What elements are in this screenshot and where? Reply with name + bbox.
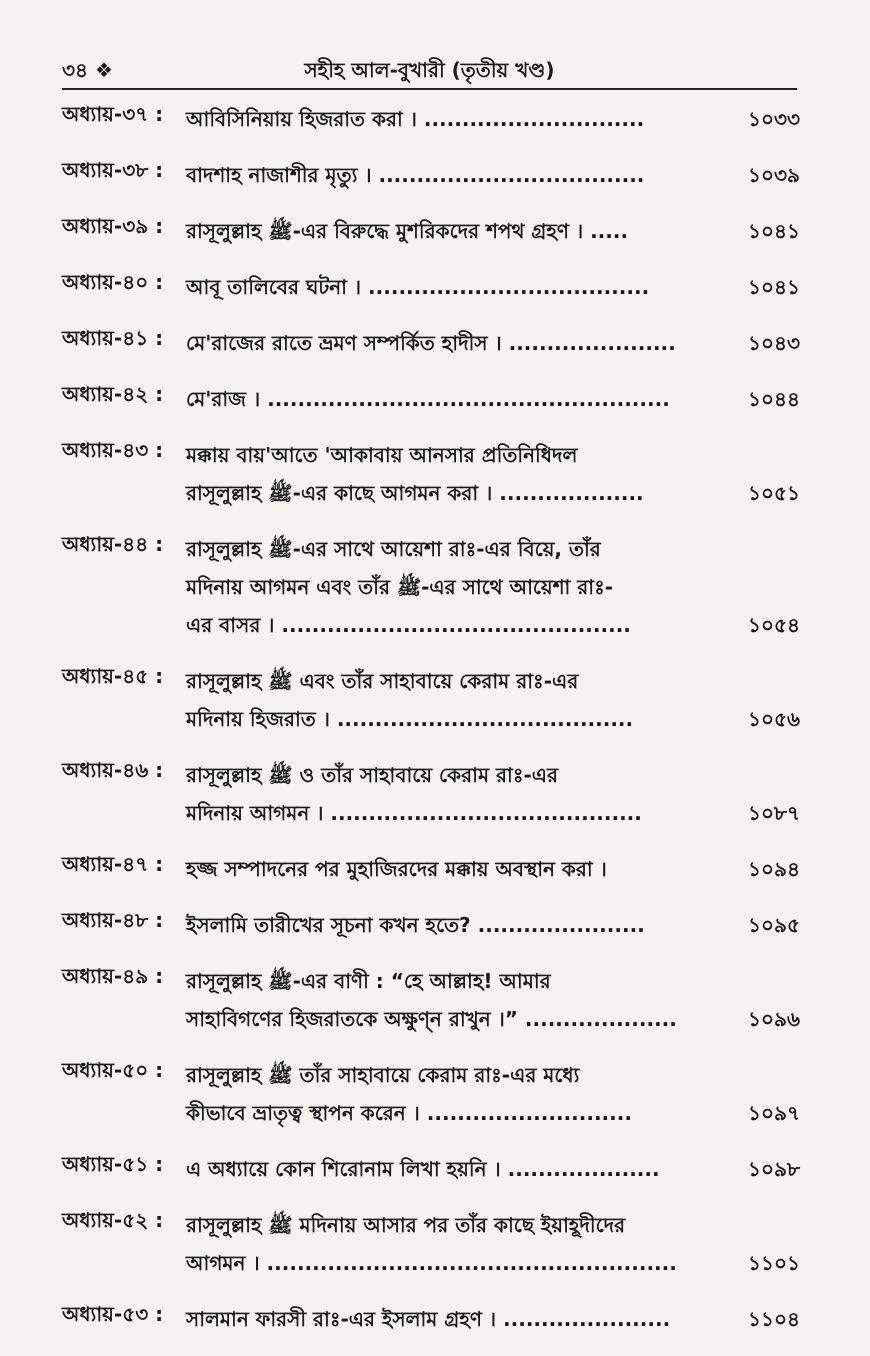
toc-entry [62,530,800,644]
chapter-label: অধ্যায়-৪৪ : [62,532,164,556]
chapter-page-number: ১০৫৬ [748,707,800,731]
chapter-title-line: সালমান ফারসী রাঃ-এর ইসলাম গ্রহণ । ...................... [186,1307,671,1331]
chapter-label: অধ্যায়-৫১ : [62,1152,164,1176]
chapter-page-number: ১০৯৫ [748,913,800,937]
chapter-title [186,436,688,512]
chapter-title-line: মক্কায় বায়'আতে 'আকাবায় আনসার প্রতিনিধিদল [186,443,578,467]
toc-entry [62,100,800,138]
chapter-label: অধ্যায়-৪২ : [62,382,164,406]
chapter-page-number: ১০৯৮ [748,1157,800,1181]
chapter-title [186,1056,688,1132]
chapter-title [186,212,688,250]
chapter-label: অধ্যায়-৪৮ : [62,908,164,932]
chapter-title [186,100,688,138]
chapter-title [186,962,688,1038]
chapter-title-line: কীভাবে ভ্রাতৃত্ব স্থাপন করেন । ........................... [186,1101,632,1125]
toc-entry [62,268,800,306]
chapter-page-number: ১০৪১ [748,219,800,243]
chapter-title-line: আগমন । ...................................................... [186,1251,677,1275]
toc-entry [62,380,800,418]
toc-entry [62,156,800,194]
chapter-title-line: রাসূলুল্লাহ ﷺ-এর সাথে আয়েশা রাঃ-এর বিয়ে, তাঁর [186,537,601,561]
chapter-title-line: মদিনায় আগমন এবং তাঁর ﷺ-এর সাথে আয়েশা রাঃ- [186,575,614,599]
chapter-page-number: ১০৯৬ [748,1007,800,1031]
chapter-label: অধ্যায়-৩৭ : [62,102,164,126]
chapter-page-number: ১০৩৯ [748,163,800,187]
chapter-title-line: মদিনায় হিজরাত । ....................................... [186,707,634,731]
chapter-page-number: ১০৪৪ [748,387,800,411]
chapter-page-number: ১০৮৭ [748,801,800,825]
chapter-page-number: ১০৯৪ [748,857,800,881]
chapter-title [186,662,688,738]
chapter-label: অধ্যায়-৫৩ : [62,1302,164,1326]
chapter-title [186,530,688,644]
chapter-page-number: ১০৫১ [748,481,800,505]
chapter-title [186,756,688,832]
chapter-label: অধ্যায়-৪১ : [62,326,164,350]
chapter-title [186,1150,688,1188]
chapter-label: অধ্যায়-৪৯ : [62,964,164,988]
chapter-title [186,1300,688,1338]
toc-entry [62,436,800,512]
chapter-title-line: হজ্জ সম্পাদনের পর মুহাজিরদের মক্কায় অবস্থান করা । [186,857,607,881]
chapter-title-line: সাহাবিগণের হিজরাতকে অক্ষুণ্ন রাখুন ।” .................... [186,1007,677,1031]
toc-entry [62,212,800,250]
toc-entry [62,962,800,1038]
chapter-title [186,268,688,306]
chapter-label: অধ্যায়-৪৫ : [62,664,164,688]
chapter-title-line: রাসূলুল্লাহ ﷺ-এর বিরুদ্ধে মুশরিকদের শপথ গ্রহণ । ..... [186,219,629,243]
chapter-page-number: ১০৩৩ [748,107,800,131]
toc-entry [62,324,800,362]
chapter-label: অধ্যায়-৪৩ : [62,438,164,462]
chapter-page-number: ১১০১ [748,1251,800,1275]
chapter-title-line: মে'রাজ । ..................................................... [186,387,670,411]
chapter-title [186,156,688,194]
chapter-title-line: এর বাসর । .............................................. [186,613,631,637]
chapter-label: অধ্যায়-৪৭ : [62,852,164,876]
chapter-title-line: রাসূলুল্লাহ ﷺ মদিনায় আসার পর তাঁর কাছে ইয়াহূদীদের [186,1213,626,1237]
chapter-label: অধ্যায়-৫২ : [62,1208,164,1232]
chapter-title-line: ইসলামি তারীখের সূচনা কখন হতে? ...................... [186,913,645,937]
chapter-title-line: রাসূলুল্লাহ ﷺ তাঁর সাহাবায়ে কেরাম রাঃ-এর মধ্যে [186,1063,580,1087]
chapter-title-line: রাসূলুল্লাহ ﷺ-এর কাছে আগমন করা । ................... [186,481,644,505]
chapter-title [186,850,688,888]
chapter-page-number: ১০৪১ [748,275,800,299]
chapter-title-line: রাসূলুল্লাহ ﷺ এবং তাঁর সাহাবায়ে কেরাম রাঃ-এর [186,669,579,693]
page-header [62,52,797,90]
toc-entry [62,662,800,738]
chapter-label: অধ্যায়-৪০ : [62,270,164,294]
chapter-page-number: ১০৪৩ [748,331,800,355]
chapter-title-line: মে'রাজের রাতে ভ্রমণ সম্পর্কিত হাদীস । ...................... [186,331,676,355]
chapter-label: অধ্যায়-৩৯ : [62,214,164,238]
toc-entry [62,756,800,832]
chapter-title [186,906,688,944]
page-number: ৩৪ ❖ [62,58,113,82]
chapter-page-number: ১০৯৭ [748,1101,800,1125]
toc-entry [62,1056,800,1132]
toc-entry [62,850,800,888]
chapter-title-line: আবূ তালিবের ঘটনা । ..................................... [186,275,650,299]
chapter-title [186,324,688,362]
chapter-title-line: মদিনায় আগমন । ......................................... [186,801,642,825]
chapter-label: অধ্যায়-৩৮ : [62,158,164,182]
toc-entry [62,1300,800,1338]
chapter-title-line: বাদশাহ নাজাশীর মৃত্যু । ................................... [186,163,645,187]
toc-entry [62,906,800,944]
chapter-title [186,380,688,418]
chapter-title-line: রাসূলুল্লাহ ﷺ-এর বাণী : “হে আল্লাহ! আমার [186,969,551,993]
chapter-title-line: রাসূলুল্লাহ ﷺ ও তাঁর সাহাবায়ে কেরাম রাঃ-এর [186,763,558,787]
chapter-page-number: ১০৫৪ [748,613,800,637]
toc-entry [62,1150,800,1188]
chapter-page-number: ১১০৪ [748,1307,800,1331]
chapter-label: অধ্যায়-৫০ : [62,1058,164,1082]
chapter-title-line: আবিসিনিয়ায় হিজরাত করা । ............................. [186,107,645,131]
chapter-title-line: এ অধ্যায়ে কোন শিরোনাম লিখা হয়নি । .................... [186,1157,660,1181]
table-of-contents [62,100,800,1356]
running-title: সহীহ আল-বুখারী (তৃতীয় খণ্ড) [304,58,555,82]
chapter-label: অধ্যায়-৪৬ : [62,758,164,782]
